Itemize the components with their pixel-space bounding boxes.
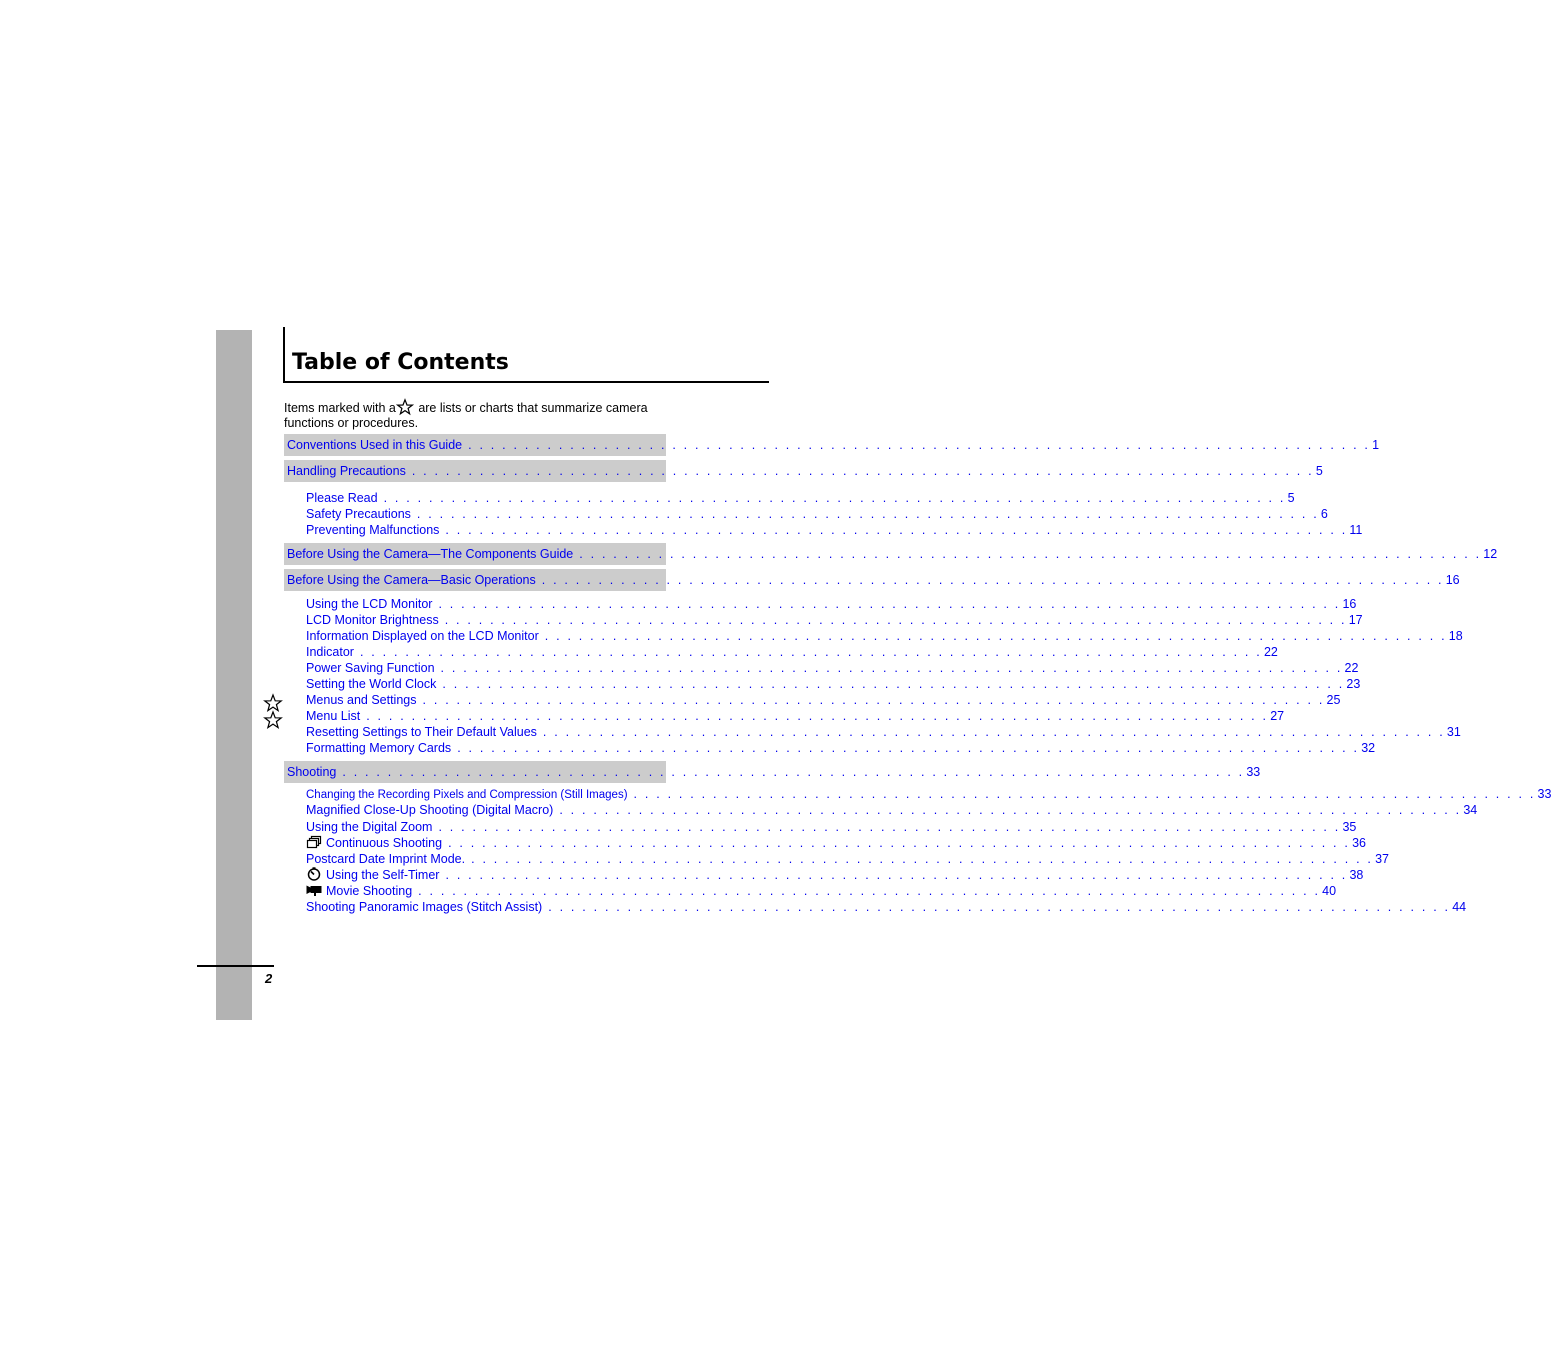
toc-section-components-guide[interactable] [284,543,1498,565]
toc-leader-dots: . . . . . . . . . . . . . . . . . . . . . . . . . . . . . . . . . . . . . . . . . . . . . . . . . . . . . . . . . . . . . . . . . . . . . . . . . . . . . . . . [411,464,1314,478]
toc-leader-dots: . . . . . . . . . . . . . . . . . . . . . . . . . . . . . . . . . . . . . . . . . . . . . . . . . . . . . . . . . . . . . . . . . . . . . . . . . . . . . . . . [438,820,1341,834]
toc-leader-dots: . . . . . . . . . . . . . . . . . . . . . . . . . . . . . . . . . . . . . . . . . . . . . . . . . . . . . . . . . . . . . . . . . . . . . . . . . . . . . . . . [468,438,1371,452]
toc-leader-dots: . . . . . . . . . . . . . . . . . . . . . . . . . . . . . . . . . . . . . . . . . . . . . . . . . . . . . . . . . . . . . . . . . . . . . . . . . . . . . . . . [416,507,1319,521]
toc-entry-title: Please Read [306,491,378,505]
toc-entry-page: 32 [1361,741,1376,755]
toc-leader-dots: . . . . . . . . . . . . . . . . . . . . . . . . . . . . . . . . . . . . . . . . . . . . . . . . . . . . . . . . . . . . . . . . . . . . . . . . . . . . . . . . [448,836,1351,850]
toc-entry-title-wrap [306,835,442,851]
toc-item-using-lcd-monitor[interactable] [306,596,1357,612]
toc-entry-page: 12 [1483,547,1498,561]
toc-entry-page: 27 [1270,709,1285,723]
toc-item-world-clock[interactable] [306,676,1361,692]
toc-leader-dots: . . . . . . . . . . . . . . . . . . . . . . . . . . . . . . . . . . . . . . . . . . . . . . . . . . . . . . . . . . . . . . . . . . . . . . . . . . . . . . . . [633,787,1536,801]
toc-entry-page: 23 [1346,677,1361,691]
footer-rule [197,965,274,967]
toc-entry-page: 22 [1344,661,1359,675]
sidebar-tab-bar [216,330,252,1020]
toc-leader-dots: . . . . . . . . . . . . . . . . . . . . . . . . . . . . . . . . . . . . . . . . . . . . . . . . . . . . . . . . . . . . . . . . . . . . . . . . . . . . . . . . [559,803,1462,817]
toc-entry-page: 22 [1263,645,1278,659]
toc-entry-title: Before Using the Camera—Basic Operations [287,573,536,587]
toc-entry-page: 17 [1348,613,1363,627]
toc-entry-title: Using the Digital Zoom [306,820,433,834]
toc-entry-page: 5 [1287,491,1295,505]
toc-leader-dots: . . . . . . . . . . . . . . . . . . . . . . . . . . . . . . . . . . . . . . . . . . . . . . . . . . . . . . . . . . . . . . . . . . . . . . . . . . . . . . . . [445,523,1348,537]
title-rule-horizontal [283,381,769,383]
toc-item-digital-macro[interactable] [306,802,1478,818]
toc-leader-dots: . . . . . . . . . . . . . . . . . . . . . . . . . . . . . . . . . . . . . . . . . . . . . . . . . . . . . . . . . . . . . . . . . . . . . . . . . . . . . . . . [438,597,1341,611]
toc-entry-title: Movie Shooting [326,884,413,898]
toc-item-information-displayed[interactable] [306,628,1463,644]
toc-entry-title: Safety Precautions [306,507,411,521]
toc-leader-dots: . . . . . . . . . . . . . . . . . . . . . . . . . . . . . . . . . . . . . . . . . . . . . . . . . . . . . . . . . . . . . . . . . . . . . . . . . . . . . . . . [457,741,1360,755]
toc-entry-page: 34 [1463,803,1478,817]
toc-entry-title-wrap [306,867,439,883]
toc-item-stitch-assist[interactable] [306,899,1467,915]
toc-entry-page: 25 [1326,693,1341,707]
toc-leader-dots: . . . . . . . . . . . . . . . . . . . . . . . . . . . . . . . . . . . . . . . . . . . . . . . . . . . . . . . . . . . . . . . . . . . . . . . . . . . . . . . . [418,884,1321,898]
toc-entry-title: Magnified Close-Up Shooting (Digital Macro) [306,803,554,817]
toc-section-conventions[interactable] [284,434,1380,456]
toc-item-postcard-date[interactable] [306,851,1390,867]
toc-entry-title: Menu List [306,709,361,723]
toc-entry-page: 35 [1342,820,1357,834]
toc-entry-page: 6 [1320,507,1328,521]
toc-entry-page: 5 [1315,464,1323,478]
toc-item-digital-zoom[interactable] [306,819,1357,835]
toc-leader-dots: . . . . . . . . . . . . . . . . . . . . . . . . . . . . . . . . . . . . . . . . . . . . . . . . . . . . . . . . . . . . . . . . . . . . . . . . . . . . . . . . [544,629,1447,643]
toc-entry-page: 18 [1448,629,1463,643]
toc-entry-title: Preventing Malfunctions [306,523,440,537]
toc-item-self-timer[interactable] [306,867,1364,883]
toc-entry-title: Before Using the Camera—The Components Guide [287,547,574,561]
toc-entry-title: Changing the Recording Pixels and Compression (Still Images) [306,789,628,801]
toc-leader-dots: . . . . . . . . . . . . . . . . . . . . . . . . . . . . . . . . . . . . . . . . . . . . . . . . . . . . . . . . . . . . . . . . . . . . . . . . . . . . . . . . [440,661,1343,675]
toc-item-indicator[interactable] [306,644,1278,660]
toc-leader-dots: . . . . . . . . . . . . . . . . . . . . . . . . . . . . . . . . . . . . . . . . . . . . . . . . . . . . . . . . . . . . . . . . . . . . . . . . . . . . . . . . [366,709,1269,723]
toc-leader-dots: . . . . . . . . . . . . . . . . . . . . . . . . . . . . . . . . . . . . . . . . . . . . . . . . . . . . . . . . . . . . . . . . . . . . . . . . . . . . . . . . [445,868,1348,882]
page-title: Table of Contents [292,350,509,375]
intro-text [284,399,684,431]
intro-text-start: Items marked with a [284,401,396,415]
toc-leader-dots: . . . . . . . . . . . . . . . . . . . . . . . . . . . . . . . . . . . . . . . . . . . . . . . . . . . . . . . . . . . . . . . . . . . . . . . . . . . . . . . . [542,725,1445,739]
toc-entry-title: Continuous Shooting [326,836,443,850]
toc-entry-page: 38 [1349,868,1364,882]
toc-entry-title: Setting the World Clock [306,677,437,691]
toc-entry-page: 11 [1349,523,1363,537]
toc-item-preventing-malfunctions[interactable] [306,522,1363,538]
toc-entry-title: Shooting Panoramic Images (Stitch Assist) [306,900,543,914]
toc-entry-title: Formatting Memory Cards [306,741,452,755]
toc-entry-page: 1 [1372,438,1380,452]
toc-entry-title: Handling Precautions [287,464,406,478]
toc-entry-title: Information Displayed on the LCD Monitor [306,629,539,643]
page-number: 2 [265,971,273,986]
star-outline-icon [264,694,282,712]
toc-entry-page: 33 [1537,787,1551,801]
toc-entry-title-wrap [306,883,412,899]
toc-item-lcd-monitor-brightness[interactable] [306,612,1363,628]
toc-leader-dots: . . . . . . . . . . . . . . . . . . . . . . . . . . . . . . . . . . . . . . . . . . . . . . . . . . . . . . . . . . . . . . . . . . . . . . . . . . . . . . . . [442,677,1345,691]
toc-entry-title: Postcard Date Imprint Mode. [306,852,466,866]
toc-entry-title: Power Saving Function [306,661,435,675]
toc-leader-dots: . . . . . . . . . . . . . . . . . . . . . . . . . . . . . . . . . . . . . . . . . . . . . . . . . . . . . . . . . . . . . . . . . . . . . . . . . . . . . . . . [471,852,1374,866]
toc-entry-page: 33 [1246,765,1261,779]
toc-entry-page: 16 [1445,573,1460,587]
toc-item-please-read[interactable] [306,490,1295,506]
self-timer-icon [306,867,322,881]
toc-item-menus-and-settings[interactable] [306,692,1341,708]
toc-entry-page: 40 [1322,884,1337,898]
toc-entry-title: Indicator [306,645,354,659]
toc-leader-dots: . . . . . . . . . . . . . . . . . . . . . . . . . . . . . . . . . . . . . . . . . . . . . . . . . . . . . . . . . . . . . . . . . . . . . . . . . . . . . . . . [541,573,1444,587]
toc-leader-dots: . . . . . . . . . . . . . . . . . . . . . . . . . . . . . . . . . . . . . . . . . . . . . . . . . . . . . . . . . . . . . . . . . . . . . . . . . . . . . . . . [548,900,1451,914]
toc-entry-title: Using the LCD Monitor [306,597,433,611]
toc-entry-page: 31 [1446,725,1461,739]
toc-leader-dots: . . . . . . . . . . . . . . . . . . . . . . . . . . . . . . . . . . . . . . . . . . . . . . . . . . . . . . . . . . . . . . . . . . . . . . . . . . . . . . . . [383,491,1286,505]
intro-text-end: are lists or charts that summarize camera functions or procedures. [284,401,648,430]
toc-entry-title: Using the Self-Timer [326,868,440,882]
toc-entry-title: Shooting [287,765,337,779]
toc-section-shooting[interactable] [284,761,1261,783]
toc-entry-page: 36 [1352,836,1366,850]
star-outline-icon [264,711,282,729]
toc-item-continuous-shooting[interactable] [306,835,1366,851]
toc-leader-dots: . . . . . . . . . . . . . . . . . . . . . . . . . . . . . . . . . . . . . . . . . . . . . . . . . . . . . . . . . . . . . . . . . . . . . . . . . . . . . . . . [342,765,1245,779]
toc-item-recording-pixels[interactable] [306,786,1551,802]
continuous-shooting-icon [306,835,322,849]
toc-entry-title: Menus and Settings [306,693,417,707]
toc-item-movie-shooting[interactable] [306,883,1337,899]
toc-leader-dots: . . . . . . . . . . . . . . . . . . . . . . . . . . . . . . . . . . . . . . . . . . . . . . . . . . . . . . . . . . . . . . . . . . . . . . . . . . . . . . . . [422,693,1325,707]
toc-entry-title: Conventions Used in this Guide [287,438,463,452]
toc-item-resetting-settings[interactable] [306,724,1461,740]
toc-item-power-saving[interactable] [306,660,1359,676]
toc-item-menu-list[interactable] [306,708,1285,724]
movie-camera-icon [306,883,322,897]
toc-item-formatting-memory-cards[interactable] [306,740,1376,756]
title-rule-vertical [283,327,285,383]
toc-section-handling-precautions[interactable] [284,460,1323,482]
toc-entry-title: Resetting Settings to Their Default Values [306,725,537,739]
toc-section-basic-operations[interactable] [284,569,1460,591]
toc-entry-page: 16 [1342,597,1357,611]
toc-leader-dots: . . . . . . . . . . . . . . . . . . . . . . . . . . . . . . . . . . . . . . . . . . . . . . . . . . . . . . . . . . . . . . . . . . . . . . . . . . . . . . . . [359,645,1262,659]
toc-entry-page: 37 [1375,852,1390,866]
toc-entry-page: 44 [1452,900,1467,914]
star-outline-icon [397,399,413,415]
toc-entry-title: LCD Monitor Brightness [306,613,439,627]
toc-item-safety-precautions[interactable] [306,506,1328,522]
toc-leader-dots: . . . . . . . . . . . . . . . . . . . . . . . . . . . . . . . . . . . . . . . . . . . . . . . . . . . . . . . . . . . . . . . . . . . . . . . . . . . . . . . . [579,547,1482,561]
toc-leader-dots: . . . . . . . . . . . . . . . . . . . . . . . . . . . . . . . . . . . . . . . . . . . . . . . . . . . . . . . . . . . . . . . . . . . . . . . . . . . . . . . . [444,613,1347,627]
